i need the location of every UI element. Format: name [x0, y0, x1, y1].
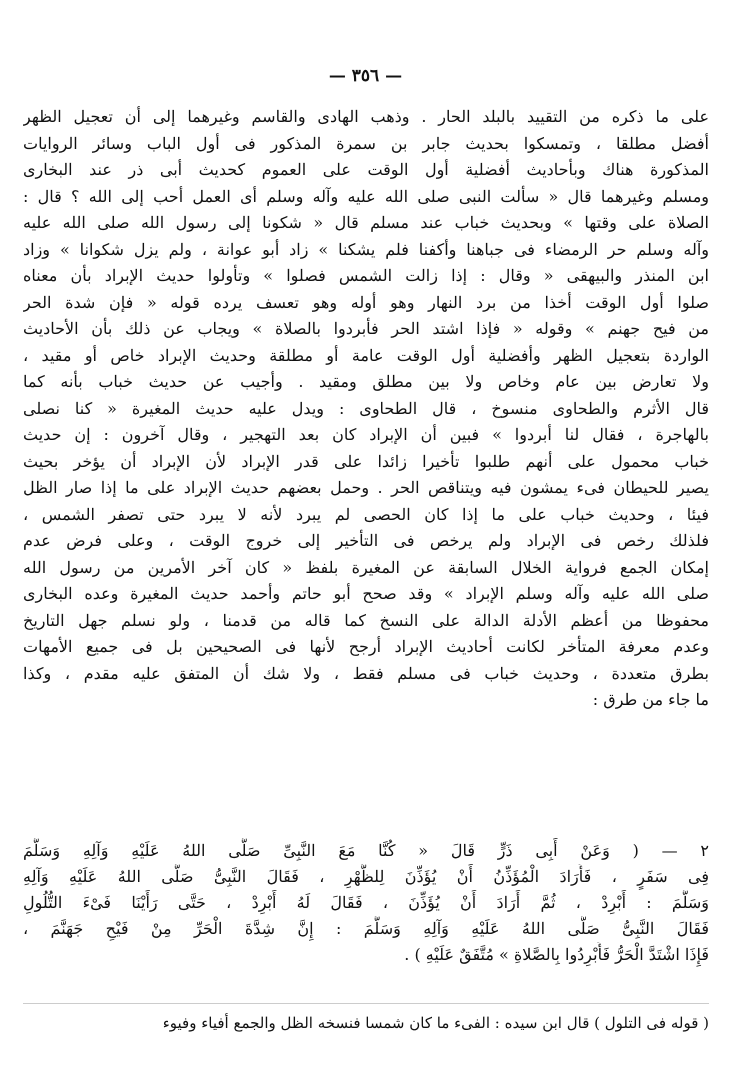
hadith-line: فِى سَفَرٍ ، فَأَرَادَ الْمُؤَذِّنُ أَنْ يُؤَذِّنَ لِلظُّهْرِ ، فَقَالَ النَّبِىُّ صَلَّى اللهُ عَلَيْهِ وَآلِهِ — [23, 867, 709, 886]
commentary-line: على ما ذكره من التقييد بالبلد الحار . وذهب الهادى والقاسم وغيرهما إلى أن تعجيل الظهر — [23, 107, 709, 126]
page-number: — ٣٥٦ — — [328, 66, 403, 86]
hadith-line: فَإِذَا اشْتَدَّ الْحَرُّ فَأَبْرِدُوا بِالصَّلاةِ » مُتَّفَقٌ عَلَيْهِ ) . — [404, 945, 709, 964]
commentary-line: من فيح جهنم » وقوله « فإذا اشتد الحر فأبردوا بالصلاة » ويجاب عن ذلك بأن الأحاديث — [23, 319, 709, 338]
commentary-line: ابن المنذر والبيهقى « وقال : إذا زالت الشمس فصلوا » وتأولوا حديث الإبراد بأن معناه — [23, 266, 709, 285]
footnote-line: ( قوله فى التلول ) قال ابن سيده : الفىء ما كان شمسا فنسخه الظل والجمع أفياء وفيوء — [162, 1014, 709, 1032]
commentary-line: ما جاء من طرق : — [592, 690, 709, 709]
hadith-line: ٢ — ( وَعَنْ أَبِى ذَرٍّ قَالَ « كُنَّا مَعَ النَّبِىِّ صَلَّى اللهُ عَلَيْهِ وَآلِهِ وَسَلَّمَ — [23, 841, 709, 860]
commentary-line: فيئا ، وحديث خباب على ما إذا كان الحصى لم يبرد لأنه لا يبرد حتى تصفر الشمس ، — [23, 504, 709, 524]
commentary-line: أفضل مطلقا ، وتمسكوا بحديث جابر بن سمرة المذكور فى أول الباب وسائر الروايات — [23, 133, 709, 153]
commentary-line: فلذلك رخص فى الإبراد ولم يرخص فى التأخير إلى خروج الوقت ، وعلى فرض عدم — [23, 531, 709, 550]
commentary-line: المذكورة هناك وبأحاديث أفضلية أول الوقت على العموم كحديث أبى ذر عند البخارى — [23, 160, 709, 179]
commentary-line: صلوا أول الوقت أخذا من برد النهار وهو أوله وهو تعسف يرده قوله « فإن شدة الحر — [23, 292, 709, 312]
commentary-text — [23, 104, 709, 714]
commentary-line: وعدم معرفة المتأخر لكانت أحاديث الإبراد أرجح لأنها فى الصحيحين بل فى جميع الأمهات — [23, 637, 709, 656]
commentary-line: إمكان الجمع فرواية الخلال السابقة عن المغيرة بلفظ « كان آخر الأمرين من رسول الله — [23, 557, 709, 577]
commentary-line: ومسلم وغيرهما قال « سألت النبى صلى الله عليه وآله وسلم أى العمل أحب إلى الله ؟ قال : — [23, 186, 709, 206]
commentary-line: محفوظا من أعظم الأدلة الدالة على النسخ كما قاله من قدمنا ، ولو نسلم جهل التاريخ — [23, 610, 709, 630]
commentary-line: الواردة بتعجيل الظهر وأفضلية أول الوقت عامة أو مطلقة وحديث الإبراد خاص أو مقيد ، — [23, 345, 709, 365]
commentary-line: بطرق متعددة ، وحديث خباب فى مسلم فقط ، ولا شك أن المتفق عليه مقدم ، وكذا — [23, 663, 709, 683]
commentary-line: صلى الله عليه وآله وسلم الإبراد » وقد صحح أبو حاتم وأحمد حديث المغيرة وعده البخارى — [23, 584, 709, 603]
hadith-line: فَقَالَ النَّبِىُّ صَلَّى اللهُ عَلَيْهِ وَآلِهِ وَسَلَّمَ : إِنَّ شِدَّةَ الْحَرِّ مِنْ فَيْحِ جَهَنَّمَ ، — [23, 919, 709, 938]
commentary-line: قال الأثرم والطحاوى منسوخ ، قال الطحاوى : ويدل عليه حديث المغيرة « كنا نصلى — [23, 398, 709, 418]
hadith-line: وَسَلَّمَ : أَبْرِدْ ، ثُمَّ أَرَادَ أَنْ يُؤَذِّنَ ، فَقَالَ لَهُ أَبْرِدْ ، حَتَّى رَأَيْنَا فَىْءَ التُّلُولِ — [23, 893, 709, 912]
commentary-line: خباب محمول على أنهم طلبوا تأخيرا زائدا على قدر الإبراد لأن الإبراد أن يؤخر بحيث — [23, 451, 709, 471]
footnote — [23, 1010, 709, 1036]
commentary-line: ولا تعارض بين عام وخاص ولا بين مطلق ومقيد . وأجيب عن حديث خباب بأنه كما — [23, 372, 709, 391]
hadith-text — [23, 838, 709, 968]
commentary-line: بالهاجرة ، فقال لنا أبردوا » فبين أن الإبراد كان بعد التهجير ، وقال آخرون : إن حديث — [23, 425, 709, 444]
commentary-line: يصير للحيطان فىء يمشون فيه ويتناقص الحر . وحمل بعضهم حديث الإبراد على ما إذا صار الظل — [23, 478, 709, 497]
commentary-line: الصلاة على وقتها » وبحديث خباب عند مسلم قال « شكونا إلى رسول الله صلى الله عليه — [23, 213, 709, 232]
commentary-line: وآله وسلم حر الرمضاء فى جباهنا وأكفنا فلم يشكنا » زاد أبو عوانة ، ولم يزل شكوانا » وزاد — [23, 239, 709, 259]
footnote-divider — [23, 1003, 709, 1004]
